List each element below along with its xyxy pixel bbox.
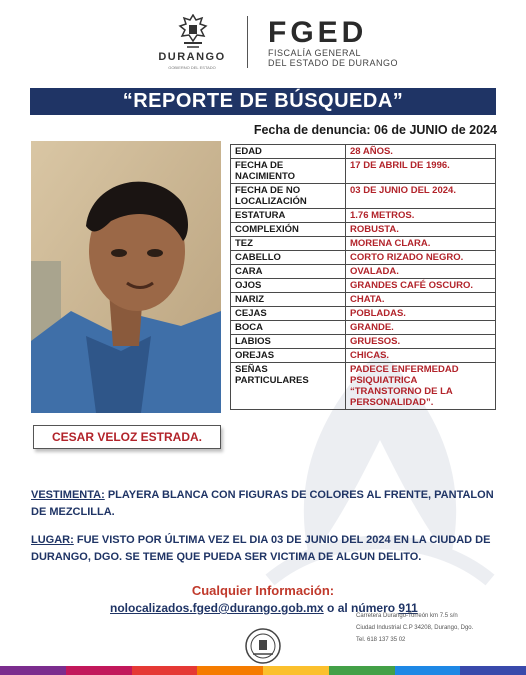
details-row [231,349,496,363]
durango-seal-icon [178,14,208,48]
details-row [231,184,496,209]
place-paragraph [31,532,499,566]
details-row [231,223,496,237]
detail-label: EDAD [231,145,346,159]
clothing-label: VESTIMENTA: [31,489,105,501]
detail-value: CORTO RIZADO NEGRO. [346,251,496,265]
detail-label: BOCA [231,321,346,335]
details-row [231,307,496,321]
detail-value: ROBUSTA. [346,223,496,237]
detail-value: GRANDE. [346,321,496,335]
detail-value: POBLADAS. [346,307,496,321]
report-title: “REPORTE DE BÚSQUEDA” [30,88,496,115]
detail-value: CHATA. [346,293,496,307]
detail-value: 28 AÑOS. [346,145,496,159]
durango-logo [150,14,234,70]
detail-label: SEÑAS PARTICULARES [231,363,346,410]
person-name: CESAR VELOZ ESTRADA. [33,425,221,449]
footer-seal-icon [243,627,283,665]
detail-value: 1.76 METROS. [346,209,496,223]
detail-label: CABELLO [231,251,346,265]
footer-stripe-segment [395,666,461,675]
details-row [231,265,496,279]
detail-label: COMPLEXIÓN [231,223,346,237]
address-line2: Ciudad Industrial C.P 34208, Durango, Dgo. [356,625,474,631]
complaint-date: Fecha de denuncia: 06 de JUNIO de 2024 [253,123,497,137]
fged-name-line2: DEL ESTADO DE DURANGO [268,58,399,68]
contact-email-link[interactable]: nolocalizados.fged@durango.gob.mx [110,601,324,615]
details-row [231,293,496,307]
footer-stripe-segment [132,666,198,675]
details-row [231,209,496,223]
details-row [231,321,496,335]
address-phone: Tel. 618 137 35 02 [356,637,406,643]
clothing-text: PLAYERA BLANCA CON FIGURAS DE COLORES AL FRENTE, PANTALON DE MEZCLILLA. [31,489,494,518]
detail-label: LABIOS [231,335,346,349]
footer-stripe-segment [0,666,66,675]
durango-logo-text: DURANGO [158,51,226,63]
fged-acronym: FGED [268,16,368,49]
detail-label: NARIZ [231,293,346,307]
fged-name-line1: FISCALÍA GENERAL [268,48,362,58]
emergency-number: 911 [398,601,418,615]
footer-stripe-segment [329,666,395,675]
clothing-paragraph [31,487,501,521]
details-row [231,237,496,251]
detail-value: MORENA CLARA. [346,237,496,251]
footer-color-stripe [0,666,526,675]
header [0,0,526,84]
missing-person-photo [31,141,221,413]
footer-stripe-segment [263,666,329,675]
detail-value: GRUESOS. [346,335,496,349]
detail-value: 17 DE ABRIL DE 1996. [346,159,496,184]
place-label: LUGAR: [31,534,74,546]
person-details-table [230,144,496,410]
detail-label: CEJAS [231,307,346,321]
detail-label: FECHA DE NO LOCALIZACIÓN [231,184,346,209]
contact-heading: Cualquier Información: [191,583,335,598]
footer-stripe-segment [66,666,132,675]
detail-value: CHICAS. [346,349,496,363]
durango-logo-subtext: GOBIERNO DEL ESTADO [168,65,216,70]
detail-label: OJOS [231,279,346,293]
detail-value: 03 DE JUNIO DEL 2024. [346,184,496,209]
header-divider [247,16,248,68]
details-row [231,159,496,184]
details-row [231,145,496,159]
detail-label: CARA [231,265,346,279]
address-line1: Carretera Durango-Torreón km 7.5 s/n [356,613,458,619]
contact-connector: o al número [323,601,399,615]
footer-stripe-segment [460,666,526,675]
detail-value: GRANDES CAFÉ OSCURO. [346,279,496,293]
fged-logo [268,18,398,68]
details-row [231,251,496,265]
detail-value: PADECE ENFERMEDAD PSIQUIATRICA “TRANSTORNO DE LA PERSONALIDAD”. [346,363,496,410]
place-text: FUE VISTO POR ÚLTIMA VEZ EL DIA 03 DE JUNIO DEL 2024 EN LA CIUDAD DE DURANGO, DGO. SE TEME QUE PUEDA SER VICTIMA DE ALGUN DELITO. [31,534,491,563]
detail-label: FECHA DE NACIMIENTO [231,159,346,184]
office-address [356,610,516,646]
detail-label: ESTATURA [231,209,346,223]
detail-label: OREJAS [231,349,346,363]
footer-stripe-segment [197,666,263,675]
detail-value: OVALADA. [346,265,496,279]
details-row [231,363,496,410]
detail-label: TEZ [231,237,346,251]
details-row [231,279,496,293]
details-row [231,335,496,349]
